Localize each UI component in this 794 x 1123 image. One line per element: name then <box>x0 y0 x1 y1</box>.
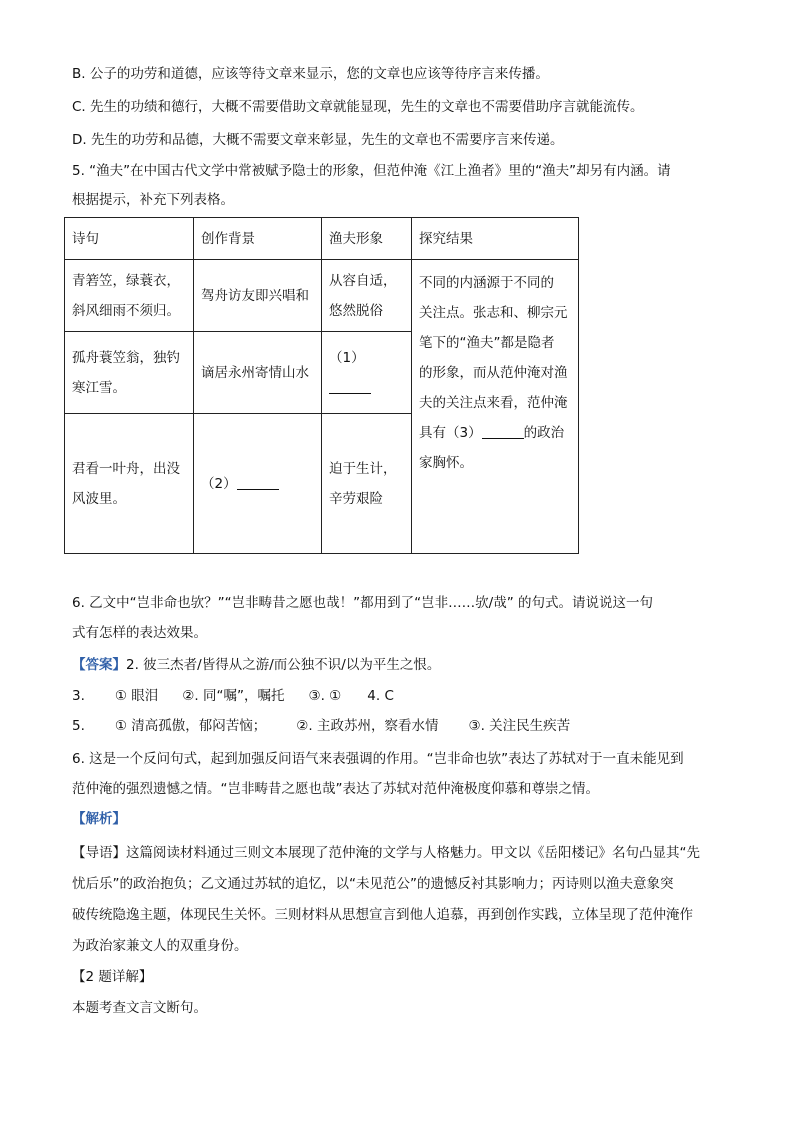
answer-tag: 【答案】 <box>72 657 126 673</box>
poem-line: 孤舟蓑笠翁，独钓 <box>72 349 180 366</box>
blank-1-line[interactable] <box>329 379 371 394</box>
guide-line: 破传统隐逸主题，体现民生关怀。三则材料从思想宣言到他人追慕，再到创作实践，立体呈现了范仲淹作 <box>72 907 693 923</box>
image-line: 迫于生计， <box>329 460 397 477</box>
analysis-tag: 【解析】 <box>72 811 126 827</box>
image-line: 悠然脱俗 <box>329 302 383 319</box>
poem-line: 斜风细雨不须归。 <box>72 302 180 319</box>
answer-5-3: ③. 关注民生疾苦 <box>468 718 571 734</box>
guide-line: 为政治家兼文人的双重身份。 <box>72 938 248 954</box>
answer-6-line-2: 范仲淹的强烈遗憾之情。“岂非畴昔之愿也哉”表达了苏轼对范仲淹极度仰慕和尊崇之情。 <box>72 781 599 797</box>
table-header-cell: 渔夫形象 <box>322 218 412 260</box>
answer-2-line <box>72 655 440 675</box>
result-line-blank <box>419 418 571 448</box>
detail-title: 【2 题详解】 <box>72 969 153 985</box>
guide-line: 【导语】这篇阅读材料通过三则文本展现了范仲淹的文学与人格魅力。甲文以《岳阳楼记》名句凸显其“先 <box>72 845 700 861</box>
answer-5-2: ②. 主政苏州，察看水情 <box>296 718 439 734</box>
answer-3-3: ③. ① <box>308 688 342 704</box>
answer-5-line <box>72 716 570 736</box>
answer-4: 4. C <box>367 688 394 704</box>
result-line: 家胸怀。 <box>419 455 473 471</box>
image-line: 从容自适， <box>329 272 397 289</box>
result-line: 不同的内涵源于不同的 <box>419 275 554 291</box>
question-6-line-2: 式有怎样的表达效果。 <box>72 625 207 641</box>
result-line: 笔下的“渔夫”都是隐者 <box>419 335 555 351</box>
result-tail-after: 的政治 <box>523 425 565 441</box>
result-line: 夫的关注点来看，范仲淹 <box>419 395 568 411</box>
question-5-line-1: 5. “渔夫”在中国古代文学中常被赋予隐士的形象，但范仲淹《江上渔者》里的“渔夫”却另有内涵。请 <box>72 163 671 179</box>
answer-3-4-line <box>72 686 394 706</box>
image-cell <box>322 414 412 554</box>
answer-2: 2. 彼三杰者/皆得从之游/而公独不识/以为平生之恨。 <box>126 657 441 673</box>
answer-3-1: ① 眼泪 <box>114 688 159 704</box>
answer-3-2: ②. 同“嘱”，嘱托 <box>182 688 285 704</box>
poem-cell <box>65 260 194 332</box>
table-header-cell: 创作背景 <box>194 218 322 260</box>
result-cell <box>412 260 579 554</box>
option-d: D. 先生的功劳和品德，大概不需要文章来彰显，先生的文章也不需要序言来传递。 <box>72 132 564 148</box>
table-header-cell: 探究结果 <box>412 218 579 260</box>
background-cell: 谪居永州寄情山水 <box>194 332 322 414</box>
question-5-line-2: 根据提示，补充下列表格。 <box>72 192 234 208</box>
detail-text: 本题考查文言文断句。 <box>72 1000 207 1016</box>
background-cell <box>194 414 322 554</box>
poem-line: 寒江雪。 <box>72 379 126 396</box>
image-cell <box>322 260 412 332</box>
poem-cell <box>65 414 194 554</box>
background-cell: 驾舟访友即兴唱和 <box>194 260 322 332</box>
poem-cell <box>65 332 194 414</box>
answer-5-number: 5. <box>72 718 85 734</box>
blank-3-label: 具有（3） <box>419 425 482 441</box>
option-c: C. 先生的功绩和德行，大概不需要借助文章就能显现，先生的文章也不需要借助序言就能流传。 <box>72 99 644 115</box>
blank-2-label: （2） <box>201 475 237 492</box>
result-line: 关注点。张志和、柳宗元 <box>419 305 568 321</box>
image-cell <box>322 332 412 414</box>
table-header-row <box>65 218 579 260</box>
question-5-table <box>64 217 579 554</box>
poem-line: 青箬笠，绿蓑衣， <box>72 272 180 289</box>
blank-2-line[interactable] <box>237 475 279 490</box>
table-header-cell: 诗句 <box>65 218 194 260</box>
blank-1-label: （1） <box>329 349 365 366</box>
question-6-line-1: 6. 乙文中“岂非命也欤？”“岂非畴昔之愿也哉！”都用到了“岂非……欤/哉” 的句式。请说说这一句 <box>72 595 653 611</box>
answer-3-number: 3. <box>72 688 85 704</box>
poem-line: 风波里。 <box>72 490 126 507</box>
poem-line: 君看一叶舟，出没 <box>72 460 180 477</box>
option-b: B. 公子的功劳和道德，应该等待文章来显示，您的文章也应该等待序言来传播。 <box>72 66 549 82</box>
answer-6-line-1: 6. 这是一个反问句式，起到加强反问语气来表强调的作用。“岂非命也欤”表达了苏轼对于一直未能见到 <box>72 751 684 767</box>
blank-3-line[interactable] <box>482 424 524 439</box>
answer-5-1: ① 清高孤傲，郁闷苦恼； <box>114 718 267 734</box>
table-row <box>65 260 579 332</box>
guide-line: 忧后乐”的政治抱负；乙文通过苏轼的追忆，以“未见范公”的遗憾反衬其影响力；丙诗则以渔夫意象突 <box>72 876 674 892</box>
image-line: 辛劳艰险 <box>329 490 383 507</box>
result-line: 的形象，而从范仲淹对渔 <box>419 365 568 381</box>
